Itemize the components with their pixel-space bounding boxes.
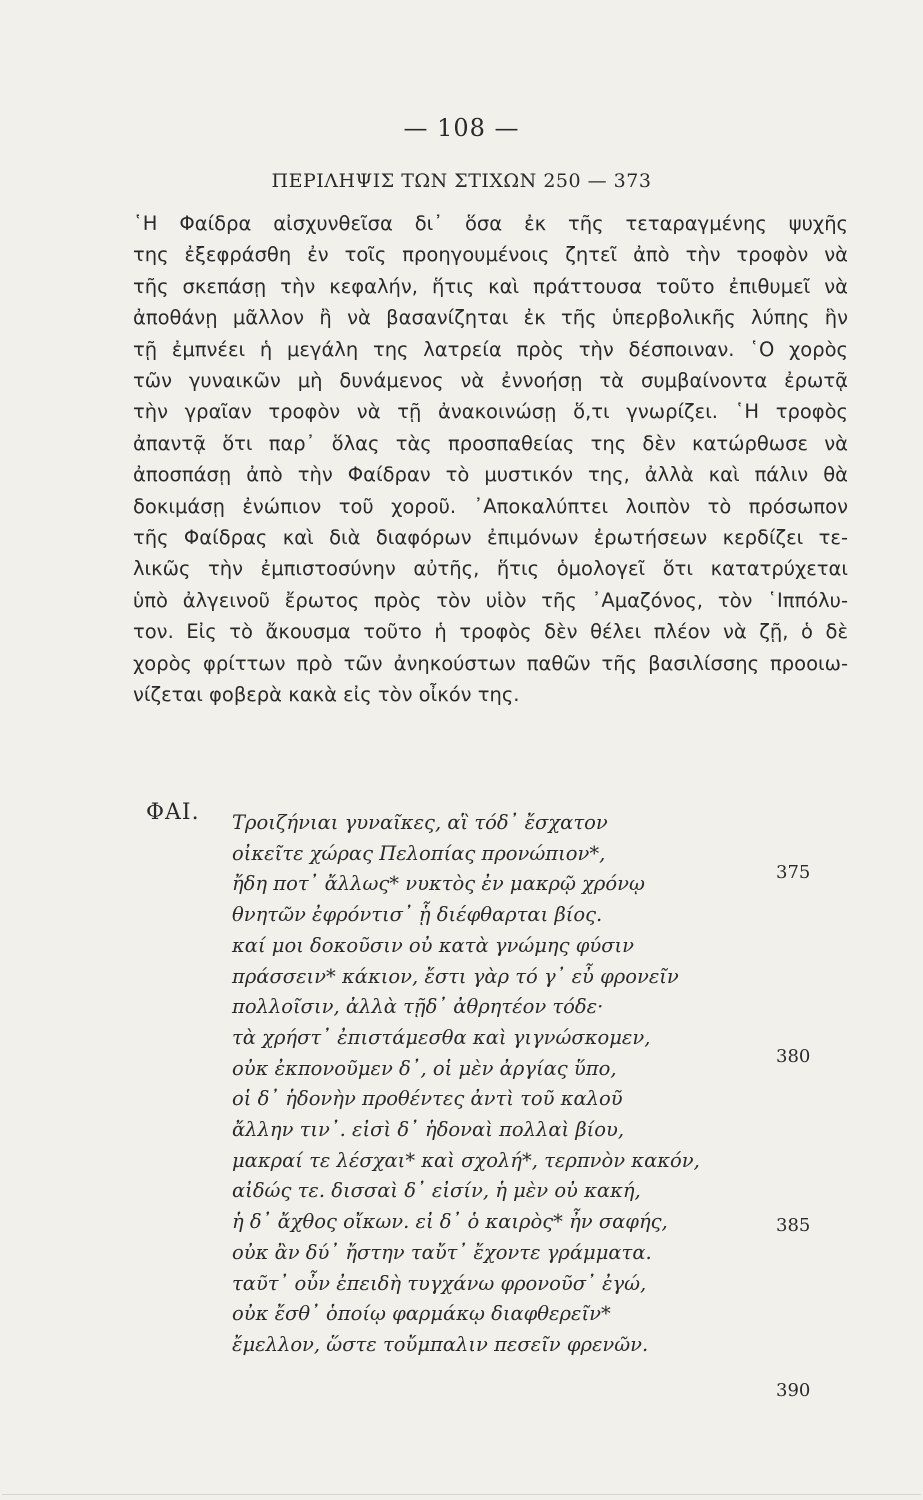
summary-line: ῾Η Φαίδρα αἰσχυνθεῖσα δι᾽ ὅσα ἐκ τῆς τεταραγμένης ψυχῆς — [133, 212, 848, 235]
summary-line: της ἐξεφράσθη ἐν τοῖς προηγουμένοις ζητεῖ ἀπὸ τὴν τροφὸν νὰ — [133, 243, 848, 267]
summary-line: νίζεται φοβερὰ κακὰ εἰς τὸν οἶκόν της. — [133, 683, 520, 707]
summary-paragraph — [133, 208, 848, 711]
speaker-label: ΦΑΙ. — [146, 800, 200, 825]
summary-line: τῆς Φαίδρας καὶ διὰ διαφόρων ἐπιμόνων ἐρωτήσεων κερδίζει τε- — [133, 526, 848, 550]
verse-line: ἡ δ᾽ ἄχθος οἴκων. εἰ δ᾽ ὁ καιρὸς* ἦν σαφής, — [232, 1210, 668, 1234]
summary-line: τῆς σκεπάσῃ τὴν κεφαλήν, ἥτις καὶ πράττουσα τοῦτο ἐπιθυμεῖ νὰ — [133, 274, 848, 298]
verse-line: πολλοῖσιν, ἀλλὰ τῇδ᾽ ἀθρητέον τόδε· — [232, 995, 604, 1019]
verse-block — [232, 808, 752, 1361]
verse-line: θνητῶν ἐφρόντισ᾽ ᾗ διέφθαρται βίος. — [232, 903, 603, 927]
verse-line: ἔμελλον, ὥστε τοὔμπαλιν πεσεῖν φρενῶν. — [232, 1332, 649, 1356]
summary-line: ὑπὸ ἀλγεινοῦ ἔρωτος πρὸς τὸν υἱὸν τῆς ᾽Αμαζόνος, τὸν ῾Ιππόλυ- — [133, 588, 848, 612]
summary-line: τῇ ἐμπνέει ἡ μεγάλη της λατρεία πρὸς τὴν δέσποιναν. ῾Ο χορὸς — [133, 337, 848, 361]
verse-line: οὐκ ἂν δύ᾽ ἤστην ταὔτ᾽ ἔχοντε γράμματα. — [232, 1240, 652, 1264]
verse-line: ἤδη ποτ᾽ ἄλλως* νυκτὸς ἐν μακρῷ χρόνῳ — [232, 872, 645, 896]
summary-line: χορὸς φρίττων πρὸ τῶν ἀνηκούστων παθῶν τῆς βασιλίσσης προοιω- — [133, 651, 848, 675]
verse-line: ταῦτ᾽ οὖν ἐπειδὴ τυγχάνω φρονοῦσ᾽ ἐγώ, — [232, 1271, 647, 1295]
line-number: 385 — [776, 1215, 811, 1236]
verse-line: οὐκ ἔσθ᾽ ὁποίῳ φαρμάκῳ διαφθερεῖν* — [232, 1302, 611, 1326]
verse-line: αἰδώς τε. δισσαὶ δ᾽ εἰσίν, ἡ μὲν οὐ κακή, — [232, 1179, 641, 1203]
line-number: 390 — [776, 1380, 811, 1401]
verse-line: καί μοι δοκοῦσιν οὐ κατὰ γνώμης φύσιν — [232, 933, 635, 957]
verse-line: οὐκ ἐκπονοῦμεν δ᾽, οἱ μὲν ἀργίας ὕπο, — [232, 1056, 617, 1080]
page-edge-divider — [2, 1494, 921, 1495]
verse-line: οἱ δ᾽ ἡδονὴν προθέντες ἀντὶ τοῦ καλοῦ — [232, 1087, 623, 1111]
summary-line: τὴν γραῖαν τροφὸν νὰ τῇ ἀνακοινώσῃ ὅ,τι γνωρίζει. ῾Η τροφὸς — [133, 400, 848, 424]
line-number: 375 — [776, 862, 811, 883]
verse-line: πράσσειν* κάκιον, ἔστι γὰρ τό γ᾽ εὖ φρονεῖν — [232, 964, 679, 988]
section-heading: ΠΕΡΙΛΗΨΙΣ ΤΩΝ ΣΤΙΧΩΝ 250 — 373 — [271, 170, 652, 192]
summary-line: τῶν γυναικῶν μὴ δυνάμενος νὰ ἐννοήσῃ τὰ συμβαίνοντα ἐρωτᾷ — [133, 369, 848, 393]
verse-line: τὰ χρήστ᾽ ἐπιστάμεσθα καὶ γιγνώσκομεν, — [232, 1025, 651, 1049]
summary-line: τον. Εἰς τὸ ἄκουσμα τοῦτο ἡ τροφὸς δὲν θέλει πλέον νὰ ζῇ, ὁ δὲ — [133, 620, 848, 644]
summary-line: ἀπαντᾷ ὅτι παρ᾽ ὅλας τὰς προσπαθείας της δὲν κατώρθωσε νὰ — [133, 431, 848, 455]
verse-line: Τροιζήνιαι γυναῖκες, αἳ τόδ᾽ ἔσχατον — [232, 811, 608, 834]
line-number: 380 — [776, 1046, 811, 1067]
verse-line: μακραί τε λέσχαι* καὶ σχολή*, τερπνὸν κακόν, — [232, 1148, 700, 1172]
summary-line: λικῶς τὴν ἐμπιστοσύνην αὐτῆς, ἥτις ὁμολογεῖ ὅτι κατατρύχεται — [133, 557, 848, 581]
summary-line: δοκιμάσῃ ἐνώπιον τοῦ χοροῦ. ᾽Αποκαλύπτει λοιπὸν τὸ πρόσωπον — [133, 494, 848, 518]
summary-line: ἀποθάνῃ μᾶλλον ἢ νὰ βασανίζηται ἐκ τῆς ὑπερβολικῆς λύπης ἣν — [133, 306, 848, 330]
verse-line: οἰκεῖτε χώρας Πελοπίας προνώπιον*, — [232, 841, 606, 865]
page-number: — 108 — — [403, 114, 520, 142]
summary-line: ἀποσπάσῃ ἀπὸ τὴν Φαίδραν τὸ μυστικόν της, ἀλλὰ καὶ πάλιν θὰ — [133, 463, 848, 487]
verse-line: ἄλλην τιν᾽. εἰσὶ δ᾽ ἡδοναὶ πολλαὶ βίου, — [232, 1118, 625, 1142]
